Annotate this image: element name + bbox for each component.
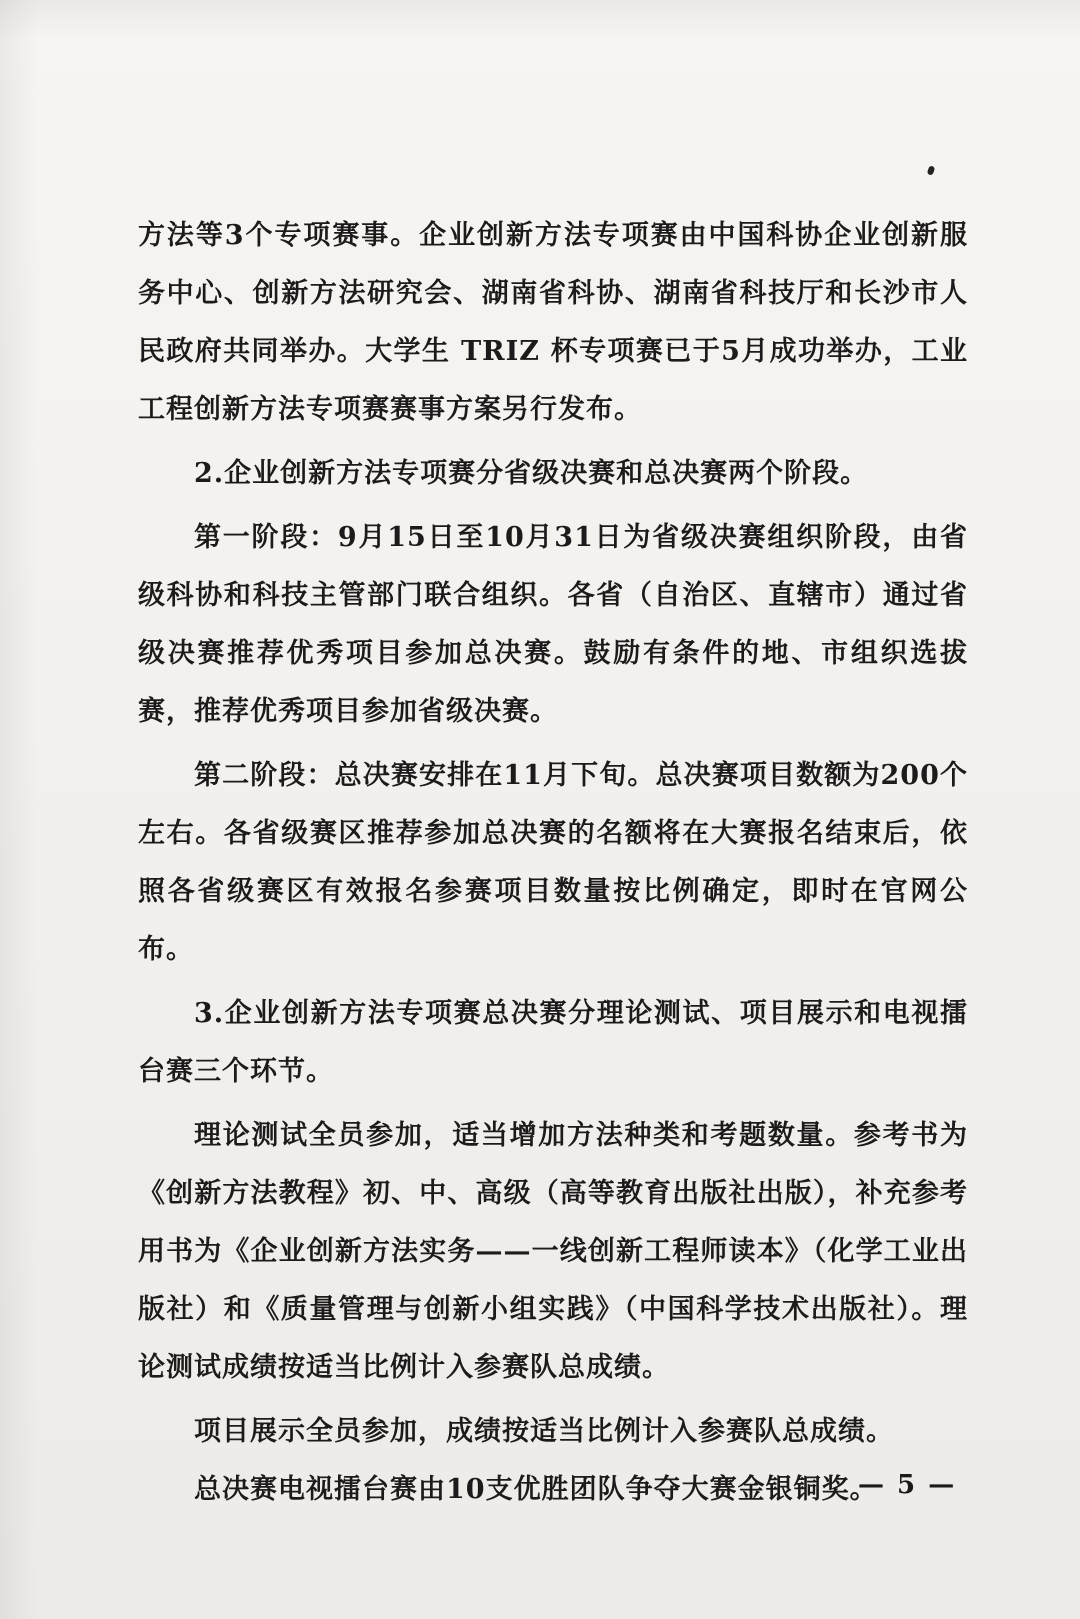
paragraph: 总决赛电视擂台赛由10支优胜团队争夺大赛金银铜奖。 — [194, 1474, 878, 1505]
page-number: — 5 — — [858, 1470, 957, 1500]
paragraph: 理论测试全员参加，适当增加方法种类和考题数量。参考书为《创新方法教程》初、中、高级（高等教育出版社出版），补充参考用书为《企业创新方法实务——一线创新工程师读本》（化学工业出版社）和《质量管理与创新小组实践》（中国科学技术出版社）。理论测试成绩按适当比例计入参赛队总成绩。 — [138, 1120, 968, 1383]
document-body — [138, 207, 968, 1519]
paragraph: 第二阶段：总决赛安排在11月下旬。总决赛项目数额为200个左右。各省级赛区推荐参加总决赛的名额将在大赛报名结束后，依照各省级赛区有效报名参赛项目数量按比例确定，即时在官网公布。 — [138, 760, 968, 965]
paragraph: 第一阶段：9月15日至10月31日为省级决赛组织阶段，由省级科协和科技主管部门联合组织。各省（自治区、直辖市）通过省级决赛推荐优秀项目参加总决赛。鼓励有条件的地、市组织选拔赛，推荐优秀项目参加省级决赛。 — [138, 522, 968, 727]
scan-shadow — [0, 0, 1080, 40]
paragraph: 3.企业创新方法专项赛总决赛分理论测试、项目展示和电视擂台赛三个环节。 — [138, 998, 968, 1087]
scan-shadow-left — [0, 0, 38, 1619]
paragraph: 方法等3个专项赛事。企业创新方法专项赛由中国科协企业创新服务中心、创新方法研究会、湖南省科协、湖南省科技厅和长沙市人民政府共同举办。大学生 TRIZ 杯专项赛已于5月成功举办，工业工程创新方法专项赛赛事方案另行发布。 — [138, 220, 968, 425]
ink-mark — [927, 165, 936, 176]
paragraph: 2.企业创新方法专项赛分省级决赛和总决赛两个阶段。 — [194, 458, 869, 489]
paragraph: 项目展示全员参加，成绩按适当比例计入参赛队总成绩。 — [194, 1416, 894, 1447]
